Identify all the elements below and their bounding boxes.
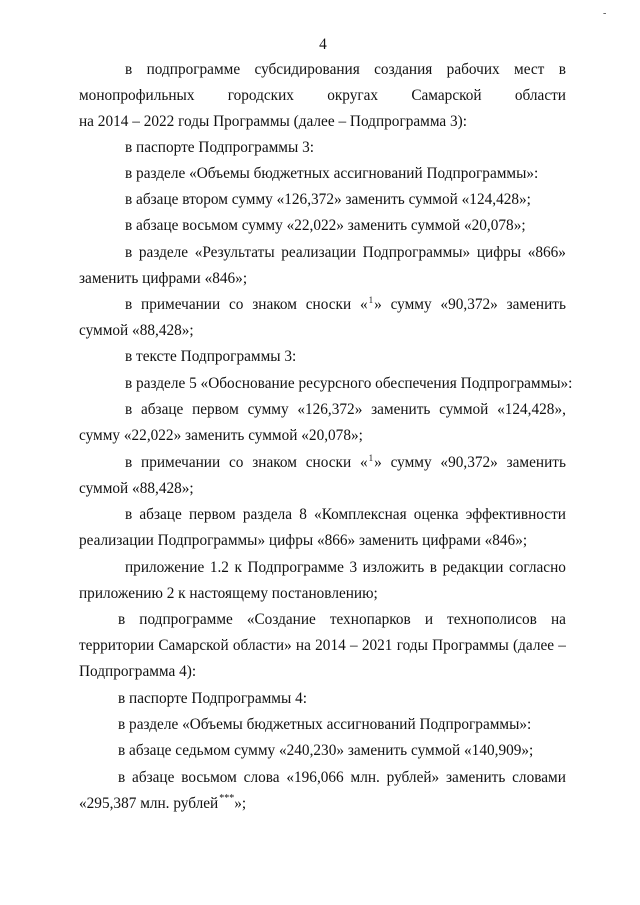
paragraph-line — [125, 60, 566, 80]
paragraph-line: реализации Подпрограммы» цифры «866» заменить цифрами «846»; — [79, 532, 528, 549]
word: «196,066 — [286, 769, 344, 786]
word: территории — [79, 637, 155, 654]
word: области» — [232, 637, 292, 654]
word: абзаце — [140, 401, 184, 418]
paragraph-line: суммой «88,428»; — [79, 480, 194, 497]
footnote-superscript: 1 — [368, 453, 374, 463]
word: заменить — [506, 296, 566, 313]
paragraph-line: в абзаце втором сумму «126,372» заменить суммой «124,428»; — [125, 191, 531, 208]
footnote-stars: *** — [219, 793, 235, 804]
word: в — [118, 611, 126, 628]
word: в — [125, 506, 133, 523]
paragraph-line: на 2014 – 2022 годы Программы (далее – Подпрограмма 3): — [79, 113, 468, 130]
paragraph-line: в разделе «Объемы бюджетных ассигнований Подпрограммы»: — [118, 716, 532, 733]
word: подпрограмме — [139, 611, 233, 628]
word: согласно — [508, 559, 566, 576]
word: абзаце — [132, 769, 175, 786]
word: (далее — [513, 637, 555, 654]
word: создания — [374, 61, 433, 78]
paragraph-line-footnote — [125, 453, 566, 474]
word: монопрофильных — [79, 87, 195, 104]
word: на — [295, 637, 311, 654]
word: Программы — [432, 637, 509, 654]
paragraph-line: в паспорте Подпрограммы 3: — [125, 139, 314, 156]
word: 3 — [349, 559, 358, 576]
word: городских — [227, 87, 294, 104]
word: редакции — [442, 559, 504, 576]
paragraph-line — [125, 400, 566, 420]
word: первом — [192, 401, 239, 418]
word: 2021 — [361, 637, 393, 654]
paragraph-line — [118, 610, 566, 630]
word: «90,372» — [440, 454, 498, 471]
word: первом — [188, 506, 236, 523]
word: в — [125, 244, 133, 261]
word: знаком — [252, 296, 297, 313]
word: «Комплексная — [314, 506, 407, 523]
word: на — [550, 611, 566, 628]
word: примечании — [141, 296, 221, 313]
word: субсидирования — [254, 61, 360, 78]
word: словами — [512, 769, 566, 786]
paragraph-line: Подпрограмма 4): — [79, 663, 197, 680]
word: заменить — [506, 454, 566, 471]
word: сноски — [305, 296, 352, 313]
word: эффективности — [465, 506, 566, 523]
word: «Создание — [246, 611, 316, 628]
word: оценка — [413, 506, 459, 523]
paragraph-line: в разделе «Объемы бюджетных ассигнований Подпрограммы»: — [125, 165, 539, 182]
word: разделе — [138, 244, 189, 261]
paragraph-line-footnote — [125, 295, 566, 316]
page-number: 4 — [319, 36, 327, 53]
word: в — [118, 769, 126, 786]
word: «126,372» — [297, 401, 363, 418]
word: 2014 — [315, 637, 346, 654]
footnote-ref: «1» — [360, 295, 382, 316]
word: сумму — [390, 296, 432, 313]
paragraph-line — [79, 636, 566, 656]
paragraph-line — [125, 558, 566, 578]
word: рабочих — [446, 61, 500, 78]
word: – — [558, 637, 566, 654]
word: сноски — [305, 454, 352, 471]
word: Самарской — [158, 637, 229, 654]
word: «124,428», — [497, 401, 566, 418]
word: в — [125, 454, 133, 471]
word: «Результаты — [194, 244, 275, 261]
word: в — [125, 61, 133, 78]
scan-artifact-mark: - — [603, 8, 607, 19]
word: заменить — [446, 769, 506, 786]
paragraph-line: в паспорте Подпрограммы 4: — [118, 690, 307, 707]
word: абзаце — [139, 506, 182, 523]
paragraph-line: в разделе 5 «Обоснование ресурсного обеспечения Подпрограммы»: — [125, 375, 573, 392]
word: суммой — [439, 401, 489, 418]
word: 1.2 — [209, 559, 229, 576]
line-text: «295,387 млн. рублей — [79, 795, 219, 812]
word: изложить — [362, 559, 425, 576]
word: рублей» — [386, 769, 440, 786]
word: сумму — [247, 401, 289, 418]
word: – — [349, 637, 358, 654]
paragraph-line — [79, 86, 566, 106]
footnote-superscript: 1 — [368, 295, 374, 305]
word: заменить — [371, 401, 431, 418]
paragraph-line: в тексте Подпрограммы 3: — [125, 348, 297, 365]
word: округах — [327, 87, 379, 104]
word: приложение — [125, 559, 205, 576]
line-text: »; — [234, 795, 247, 812]
word: примечании — [141, 454, 221, 471]
paragraph-line: заменить цифрами «846»; — [79, 270, 248, 287]
paragraph-line: в абзаце седьмом сумму «240,230» заменить суммой «140,909»; — [118, 742, 534, 759]
paragraph-line — [118, 768, 566, 788]
word: знаком — [252, 454, 297, 471]
word: годы — [396, 637, 428, 654]
word: со — [228, 296, 244, 313]
word: слова — [243, 769, 280, 786]
word: Самарской — [411, 87, 482, 104]
paragraph-line: сумму «22,022» заменить суммой «20,078»; — [79, 427, 363, 444]
word: Подпрограммы» — [362, 244, 471, 261]
word: 8 — [299, 506, 307, 523]
paragraph-line: приложению 2 к настоящему постановлению; — [79, 585, 378, 602]
paragraph-line — [125, 505, 566, 525]
paragraph-line-stars — [79, 794, 246, 816]
word: и — [424, 611, 433, 628]
footnote-ref: «1» — [360, 453, 382, 474]
word: технополисов — [447, 611, 537, 628]
word: восьмом — [181, 769, 237, 786]
word: подпрограмме — [146, 61, 241, 78]
word: к — [234, 559, 242, 576]
word: в — [125, 296, 133, 313]
word: технопарков — [329, 611, 411, 628]
word: «90,372» — [440, 296, 498, 313]
word: Подпрограмме — [247, 559, 344, 576]
word: мест — [514, 61, 545, 78]
word: цифры — [476, 244, 522, 261]
paragraph-line: в абзаце восьмом сумму «22,022» заменить суммой «20,078»; — [125, 217, 526, 234]
word: области — [514, 87, 566, 104]
word: сумму — [390, 454, 432, 471]
word: «866» — [527, 244, 566, 261]
word: со — [228, 454, 244, 471]
word: раздела — [242, 506, 293, 523]
word: реализации — [281, 244, 357, 261]
word: в — [125, 401, 133, 418]
word: млн. — [350, 769, 380, 786]
paragraph-line: суммой «88,428»; — [79, 322, 194, 339]
word: в — [429, 559, 438, 576]
paragraph-line — [125, 243, 566, 263]
word: в — [558, 61, 566, 78]
